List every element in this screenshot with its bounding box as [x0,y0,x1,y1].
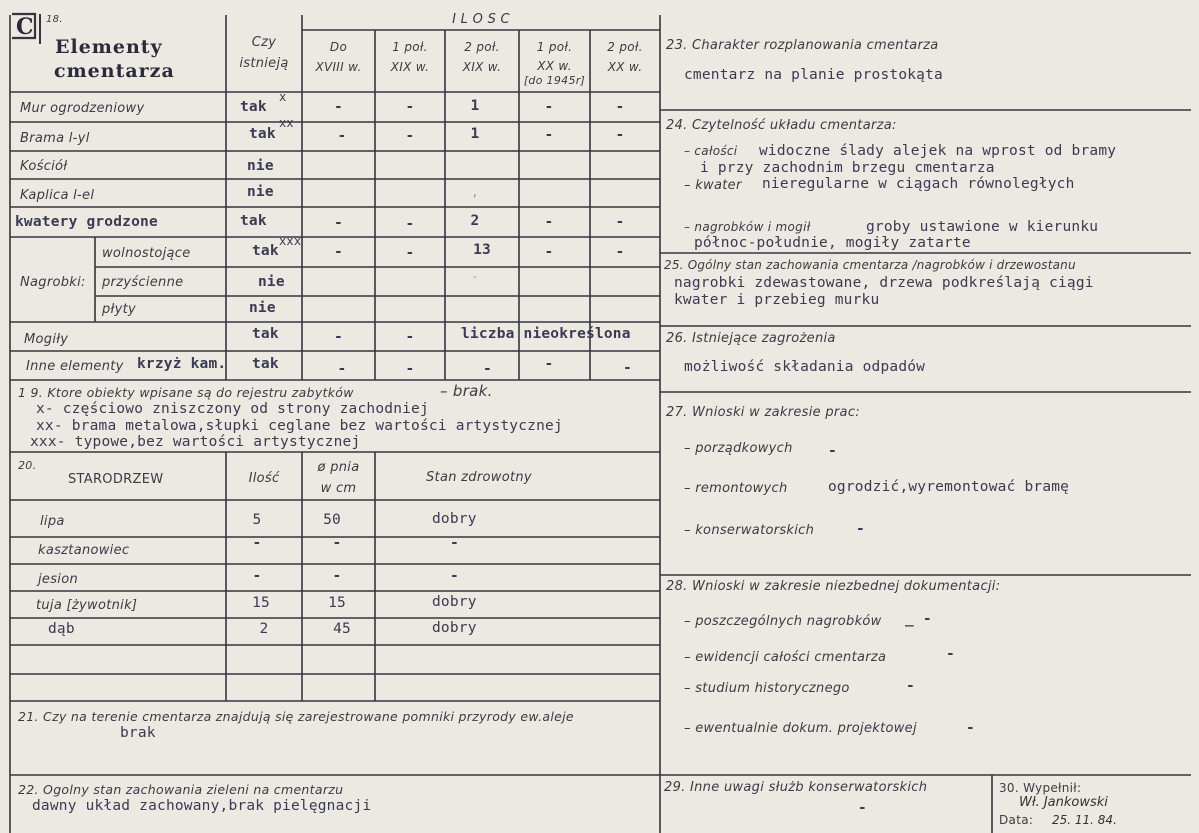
s22-answer: dawny układ zachowany,brak pielęgnacji [32,798,372,814]
kaplica-exist: nie [247,184,274,200]
exist-header-1: Czy [251,35,277,50]
s28-d-label: – ewentualnie dokum. projektowej [684,721,917,736]
brama-exist: tak [249,126,276,142]
mogily-exist: tak [252,326,279,342]
s28-c-label: – studium historycznego [684,681,850,696]
wolno-v5: - [615,244,625,260]
s24-a-value-2: i przy zachodnim brzegu cmentarza [700,160,995,176]
brama-mark: xx [279,116,294,130]
mur-exist: tak [240,99,267,115]
brama-v1: - [337,128,347,144]
s19-note-3: xxx- typowe,bez wartości artystycznej [30,434,361,450]
tree-qty: 5 [252,512,262,528]
row-label-nagrobki: Nagrobki: [20,275,86,290]
brama-v5: - [615,127,625,143]
s27-b-label: – remontowych [684,481,788,496]
mogily-v2: - [405,329,415,345]
s28-d-value: - [966,720,975,736]
tree-dia: - [332,535,342,551]
s24-b-value: nieregularne w ciągach równoległych [762,176,1075,192]
tree-qty: - [252,568,262,584]
s27-a-label: – porządkowych [684,441,793,456]
s30-label: 30. Wypełnił: [999,781,1082,795]
s23-answer: cmentarz na planie prostokąta [684,67,943,83]
kaplica-v3: , [471,186,479,199]
s25-label: 25. Ogólny stan zachowania cmentarza /nagrobków i drzewostanu [664,258,1076,272]
s28-a-value: _ - [905,611,932,627]
tree-qty: 15 [252,595,270,611]
przysc-exist: nie [258,274,285,290]
inne-v4: - [544,356,554,372]
s24-c-label: – nagrobków i mogił [684,220,811,234]
tree-dia: 50 [323,512,341,528]
period-1-line2: XVIII w. [315,60,362,74]
s29-label: 29. Inne uwagi służb konserwatorskich [664,780,928,795]
kwatery-exist: tak [240,213,267,229]
s28-a-label: – poszczególnych nagrobków [684,614,882,629]
mogily-count: liczba nieokreślona [461,326,631,342]
s24-b-label: – kwater [684,178,742,193]
period-4-line2: XX w. [537,59,572,73]
s21-answer: brak [120,725,156,741]
row-label-mur: Mur ogrodzeniowy [20,101,145,116]
wolno-exist: tak [252,243,279,259]
mur-v2: - [405,99,415,115]
row-label-kwatery: kwatery grodzone [15,214,158,230]
elements-title-line2: cmentarza [54,60,175,82]
period-5-line2: XX w. [607,60,643,74]
tree-name: kasztanowiec [38,543,130,558]
wolno-mark: xxx [279,234,302,248]
row-label-mogily: Mogiły [24,332,69,347]
s20-number: 20. [18,459,37,472]
tree-state: dobry [432,511,477,527]
s29-answer: - [858,800,867,816]
row-label-kaplica: Kaplica l-el [20,188,95,203]
period-2-line1: 1 poł. [392,40,428,54]
s20-header-qty: Ilość [248,471,280,486]
s26-label: 26. Istniejące zagrożenia [666,331,836,346]
inne-v2: - [405,361,415,377]
brama-v3: 1 [470,126,480,142]
tree-dia: - [332,568,342,584]
kosciol-exist: nie [247,158,274,174]
tree-name: tuja [żywotnik] [36,598,138,613]
period-4-line3: [do 1945r] [523,74,586,87]
ilosc-header: I L O S C [452,12,510,27]
mur-v4: - [544,99,554,115]
s19-note-1: x- częściowo zniszczony od strony zachodniej [36,401,429,417]
s24-label: 24. Czytelność układu cmentarza: [666,118,897,133]
wolno-v2: - [405,245,415,261]
s28-c-value: - [906,678,915,694]
row-label-wolnostojace: wolnostojące [102,246,191,261]
row-label-kosciol: Kościół [20,159,68,174]
inne-v3: - [483,361,492,377]
inne-v5: - [623,360,632,376]
tree-dia: 15 [328,595,346,611]
period-4-line1: 1 poł. [536,40,573,54]
mur-v3: 1 [470,98,480,114]
tree-name: lipa [40,514,65,529]
s24-c-value-2: północ-południe, mogiły zatarte [694,235,971,251]
s25-value-2: kwater i przebieg murku [674,292,880,308]
wolno-v3: 13 [473,242,491,258]
brama-v4: - [544,127,554,143]
section-number-18: 18. [46,14,63,25]
period-5-line1: 2 poł. [607,40,643,54]
s21-label: 21. Czy na terenie cmentarza znajdują się zarejestrowane pomniki przyrody ew.aleje [18,709,574,724]
row-label-przyscienne: przyścienne [102,275,184,290]
exist-header-2: istnieją [239,56,289,71]
tree-state: dobry [432,594,477,610]
mur-v5: - [615,99,625,115]
period-3-line1: 2 poł. [464,40,500,54]
s25-value-1: nagrobki zdewastowane, drzewa podkreślają ciągi [674,275,1094,291]
s27-c-value: - [856,521,865,537]
inne-typed: krzyż kam. [137,356,227,372]
s27-c-label: – konserwatorskich [684,523,815,538]
row-label-plyty: płyty [102,302,136,317]
tree-state: dobry [432,620,477,636]
s19-answer: – brak. [440,382,493,400]
s24-a-value-1: widoczne ślady alejek na wprost od bramy [759,143,1117,159]
plyty-exist: nie [249,300,276,316]
s28-b-value: - [946,646,955,662]
brama-v2: - [405,128,415,144]
s24-c-value-1: groby ustawione w kierunku [866,219,1099,235]
tree-qty: - [252,535,262,551]
kwatery-v5: - [615,214,625,230]
tree-state: - [450,568,459,584]
tree-name: dąb [48,621,75,637]
s20-header-dia-2: w cm [320,481,357,496]
wolno-v4: - [544,244,554,260]
kwatery-v1: - [334,215,343,231]
s30-date: 25. 11. 84. [1052,813,1117,827]
s27-b-value: ogrodzić,wyremontować bramę [828,479,1070,495]
elements-title-line1: Elementy [55,36,163,58]
s19-label: 1 9. Ktore obiekty wpisane są do rejestru zabytków [18,385,354,400]
s24-a-label: – całości [684,144,738,158]
mogily-v1: - [334,329,343,345]
card-letter: C [16,14,35,40]
mur-mark: x [279,90,287,104]
period-3-line2: XIX w. [462,60,502,74]
s19-note-2: xx- brama metalowa,słupki ceglane bez wartości artystycznej [36,418,563,434]
s28-b-label: – ewidencji całości cmentarza [684,650,887,665]
mur-v1: - [334,99,343,115]
row-label-brama: Brama l-yl [20,131,90,146]
s20-header-name: STARODRZEW [68,472,164,487]
period-1-line1: Do [329,40,348,54]
tree-name: jesion [38,572,78,587]
tree-dia: 45 [333,621,351,637]
kwatery-v4: - [544,214,554,230]
s30-date-label: Data: [999,813,1034,827]
s22-label: 22. Ogolny stan zachowania zieleni na cmentarzu [18,782,344,797]
s20-header-dia-1: ø pnia [317,460,360,475]
kwatery-v2: - [405,216,415,232]
s30-filler-name: Wł. Jankowski [1019,795,1108,810]
kwatery-v3: 2 [470,213,480,229]
s23-label: 23. Charakter rozplanowania cmentarza [666,38,939,53]
tree-qty: 2 [259,621,269,637]
row-label-inne: Inne elementy [26,359,124,374]
s20-header-state: Stan zdrowotny [426,470,532,485]
inne-v1: - [337,361,347,377]
s27-label: 27. Wnioski w zakresie prac: [666,405,860,420]
tree-state: - [450,535,459,551]
przysc-v3: - [471,272,479,283]
s28-label: 28. Wnioski w zakresie niezbednej dokumentacji: [666,579,1001,594]
s26-answer: możliwość składania odpadów [684,359,926,375]
period-2-line2: XIX w. [390,60,430,74]
inne-exist: tak [252,356,279,372]
wolno-v1: - [334,244,343,260]
s27-a-value: - [828,443,837,459]
